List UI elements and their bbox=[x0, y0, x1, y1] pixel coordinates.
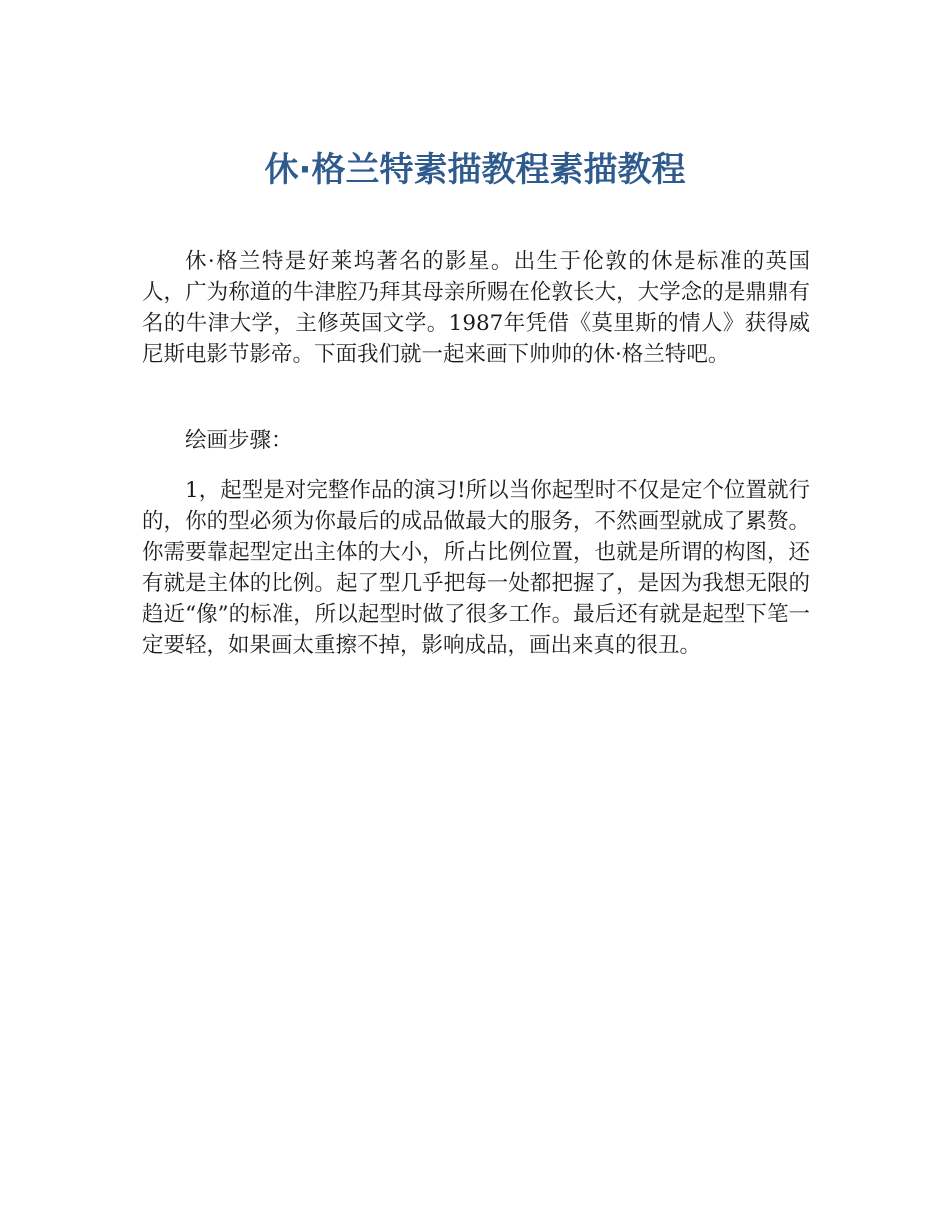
step-1-paragraph: 1，起型是对完整作品的演习!所以当你起型时不仅是定个位置就行的，你的型必须为你最后的成品做最大的服务，不然画型就成了累赘。你需要靠起型定出主体的大小，所占比例位置，也就是所谓的构图，还有就是主体的比例。起了型几乎把每一处都把握了，是因为我想无限的趋近“像”的标准，所以起型时做了很多工作。最后还有就是起型下笔一定要轻，如果画太重擦不掉，影响成品，画出来真的很丑。 bbox=[142, 478, 810, 658]
page-title: 休·格兰特素描教程素描教程 bbox=[264, 150, 686, 190]
steps-label: 绘画步骤： bbox=[185, 428, 293, 453]
intro-paragraph: 休·格兰特是好莱坞著名的影星。出生于伦敦的休是标准的英国人，广为称道的牛津腔乃拜其母亲所赐在伦敦长大，大学念的是鼎鼎有名的牛津大学，主修英国文学。1987年凭借《莫里斯的情人》获得威尼斯电影节影帝。下面我们就一起来画下帅帅的休·格兰特吧。 bbox=[142, 249, 810, 367]
